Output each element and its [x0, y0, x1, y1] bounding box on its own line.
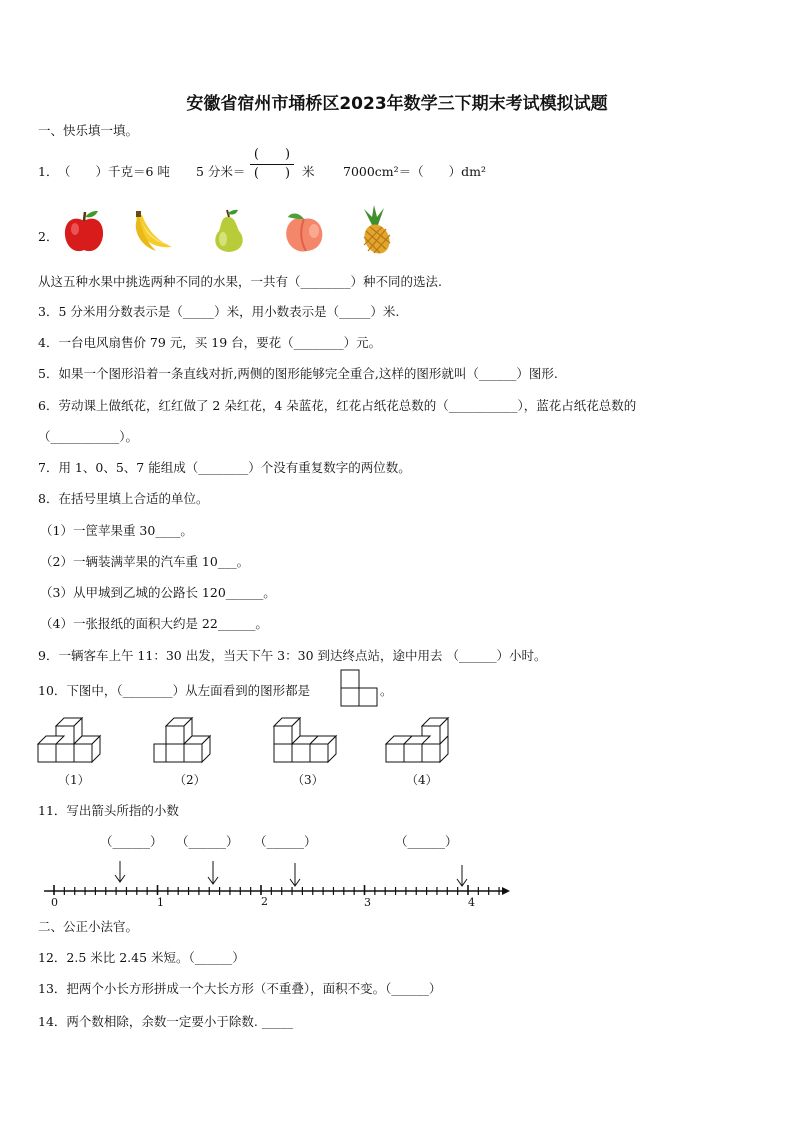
q1-fraction-numerator: ( ) — [253, 147, 291, 162]
cube-caption-2: （2） — [174, 773, 206, 787]
q8-item-3: （3）从甲城到乙城的公路长 120______。 — [40, 585, 276, 600]
peach-icon — [280, 207, 328, 255]
q1-part-b-prefix: 5 分米＝ — [196, 164, 246, 179]
cube-caption-1: （1） — [58, 773, 90, 787]
q1-part-c: 7000cm²＝（ ）dm² — [343, 164, 487, 179]
tick-label-0: 0 — [51, 896, 58, 909]
pineapple-icon — [350, 205, 398, 255]
q1-part-b-suffix: 米 — [302, 164, 315, 179]
q2-text: 从这五种水果中挑选两种不同的水果，一共有（________）种不同的选法. — [38, 274, 442, 289]
section-heading-2: 二、公正小法官。 — [38, 919, 139, 934]
cube-figure-2 — [152, 712, 222, 768]
tick-label-3: 3 — [364, 896, 371, 909]
number-line-arrowhead — [502, 887, 510, 895]
page-title: 安徽省宿州市埇桥区2023年数学三下期末考试模拟试题 — [186, 94, 608, 114]
cube-caption-3: （3） — [292, 773, 324, 787]
q14-text: 14．两个数相除，余数一定要小于除数. _____ — [38, 1014, 294, 1029]
q11-blank-2: （______） — [176, 834, 239, 849]
q8-item-1: （1）一筐苹果重 30____。 — [40, 523, 193, 538]
pear-icon — [205, 207, 253, 255]
q13-text: 13．把两个小长方形拼成一个大长方形（不重叠），面积不变。（______） — [38, 981, 442, 996]
q1-part-a: （ ）千克＝6 吨 — [58, 164, 170, 179]
q11-stem: 11．写出箭头所指的小数 — [38, 803, 179, 818]
banana-icon — [128, 207, 176, 255]
q8-stem: 8．在括号里填上合适的单位。 — [38, 491, 209, 506]
tick-label-2: 2 — [261, 895, 268, 908]
q8-item-4: （4）一张报纸的面积大约是 22______。 — [40, 616, 268, 631]
q11-blank-3: （______） — [254, 834, 317, 849]
fraction-bar — [250, 164, 294, 165]
q11-blank-1: （______） — [100, 834, 163, 849]
q9-text: 9．一辆客车上午 11：30 出发，当天下午 3：30 到达终点站，途中用去 （______）小时。 — [38, 648, 547, 663]
number-line-ticks — [54, 885, 499, 895]
q5-text: 5．如果一个图形沿着一条直线对折,两侧的图形能够完全重合,这样的图形就叫（______）图形. — [38, 366, 558, 381]
apple-icon — [60, 207, 108, 255]
cube-figure-3 — [272, 712, 342, 768]
q10-text: 10．下图中，（________）从左面看到的图形都是 — [38, 683, 311, 698]
q3-text: 3．5 分米用分数表示是（_____）米，用小数表示是（_____）米. — [38, 304, 400, 319]
q4-text: 4．一台电风扇售价 79 元，买 19 台，要花（________）元。 — [38, 335, 382, 350]
q6-line1: 6．劳动课上做纸花，红红做了 2 朵红花，4 朵蓝花，红花占纸花总数的（___________），蓝花占纸花总数的 — [38, 398, 637, 413]
q8-item-2: （2）一辆装满苹果的汽车重 10___。 — [40, 554, 250, 569]
q1-fraction-denominator: ( ) — [253, 166, 291, 181]
q12-text: 12．2.5 米比 2.45 米短。（______） — [38, 950, 245, 965]
number-line — [36, 855, 516, 910]
q1-number: 1． — [38, 164, 59, 179]
q6-line2: （___________）。 — [38, 429, 139, 444]
cube-figure-1 — [36, 712, 106, 768]
q2-number: 2． — [38, 229, 59, 244]
tick-label-4: 4 — [468, 896, 475, 909]
left-view-shape-icon — [340, 669, 380, 709]
section-heading-1: 一、快乐填一填。 — [38, 123, 139, 138]
tick-label-1: 1 — [157, 896, 164, 909]
q7-text: 7．用 1、0、5、7 能组成（________）个没有重复数字的两位数。 — [38, 460, 411, 475]
q11-blank-4: （______） — [395, 834, 458, 849]
q10-end: 。 — [380, 683, 393, 698]
cube-caption-4: （4） — [406, 773, 438, 787]
cube-figure-4 — [384, 712, 454, 768]
q1-fraction — [250, 147, 294, 182]
